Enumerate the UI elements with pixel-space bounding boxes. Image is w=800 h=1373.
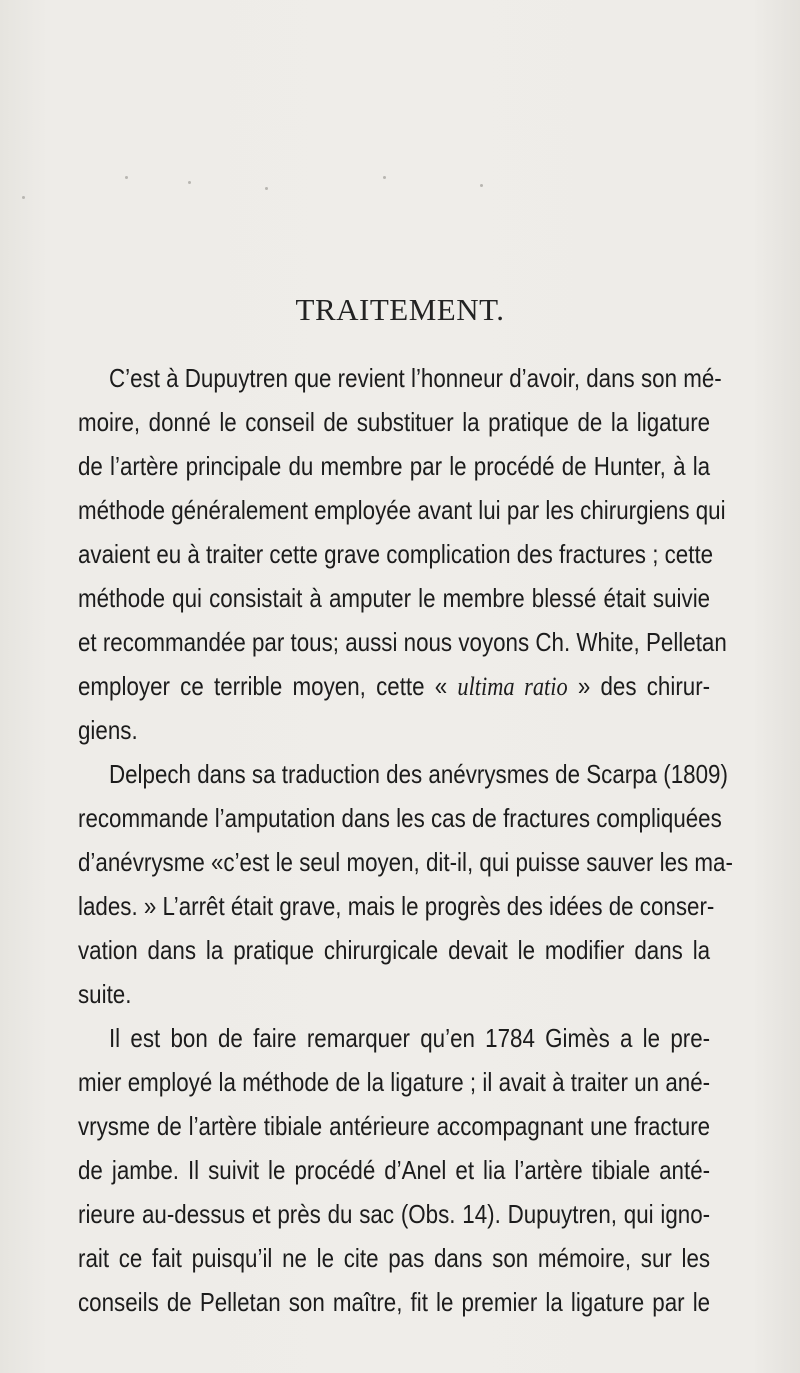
text-line: conseils de Pelletan son maître, fit le premier la ligature par le (78, 1287, 711, 1317)
text-line: avaient eu à traiter cette grave complication des fractures ; cette (78, 539, 714, 569)
text-line: vrysme de l’artère tibiale antérieure accompagnant une fracture (78, 1111, 711, 1141)
body-text (78, 356, 733, 1324)
text-line: mier employé la méthode de la ligature ; il avait à traiter un ané- (78, 1067, 711, 1097)
text-line: moire, donné le conseil de substituer la pratique de la ligature (78, 407, 711, 437)
text-line: méthode qui consistait à amputer le membre blessé était suivie (78, 583, 711, 613)
text-line: d’anévrysme «c’est le seul moyen, dit-il, qui puisse sauver les ma- (78, 847, 733, 877)
text-line: rait ce fait puisqu’il ne le cite pas dans son mémoire, sur les (78, 1243, 711, 1273)
text-line: giens. (78, 715, 138, 745)
text-line: de jambe. Il suivit le procédé d’Anel et lia l’artère tibiale anté- (78, 1155, 711, 1185)
text-line: Il est bon de faire remarquer qu’en 1784 Gimès a le pre- (108, 1023, 711, 1053)
section-title: TRAITEMENT. (295, 292, 505, 327)
text-line: lades. » L’arrêt était grave, mais le progrès des idées de conser- (78, 891, 715, 921)
text-line: vation dans la pratique chirurgicale devait le modifier dans la (78, 935, 711, 965)
text-line: de l’artère principale du membre par le procédé de Hunter, à la (78, 451, 711, 481)
text-fragment: employer ce terrible moyen, cette « (78, 671, 458, 701)
text-line: Delpech dans sa traduction des anévrysmes de Scarpa (1809) (108, 759, 728, 789)
text-line: rieure au-dessus et près du sac (Obs. 14). Dupuytren, qui igno- (78, 1199, 711, 1229)
text-line: méthode généralement employée avant lui par les chirurgiens qui (78, 495, 726, 525)
text-line (78, 664, 710, 708)
text-line: et recommandée par tous; aussi nous voyons Ch. White, Pelletan (78, 627, 727, 657)
text-line: suite. (78, 979, 132, 1009)
text-fragment: » des chirur- (567, 671, 711, 701)
italic-phrase: ultima ratio (457, 672, 568, 701)
text-line: recommande l’amputation dans les cas de fractures compliquées (78, 803, 722, 833)
text-line: C’est à Dupuytren que revient l’honneur d’avoir, dans son mé- (108, 363, 722, 393)
